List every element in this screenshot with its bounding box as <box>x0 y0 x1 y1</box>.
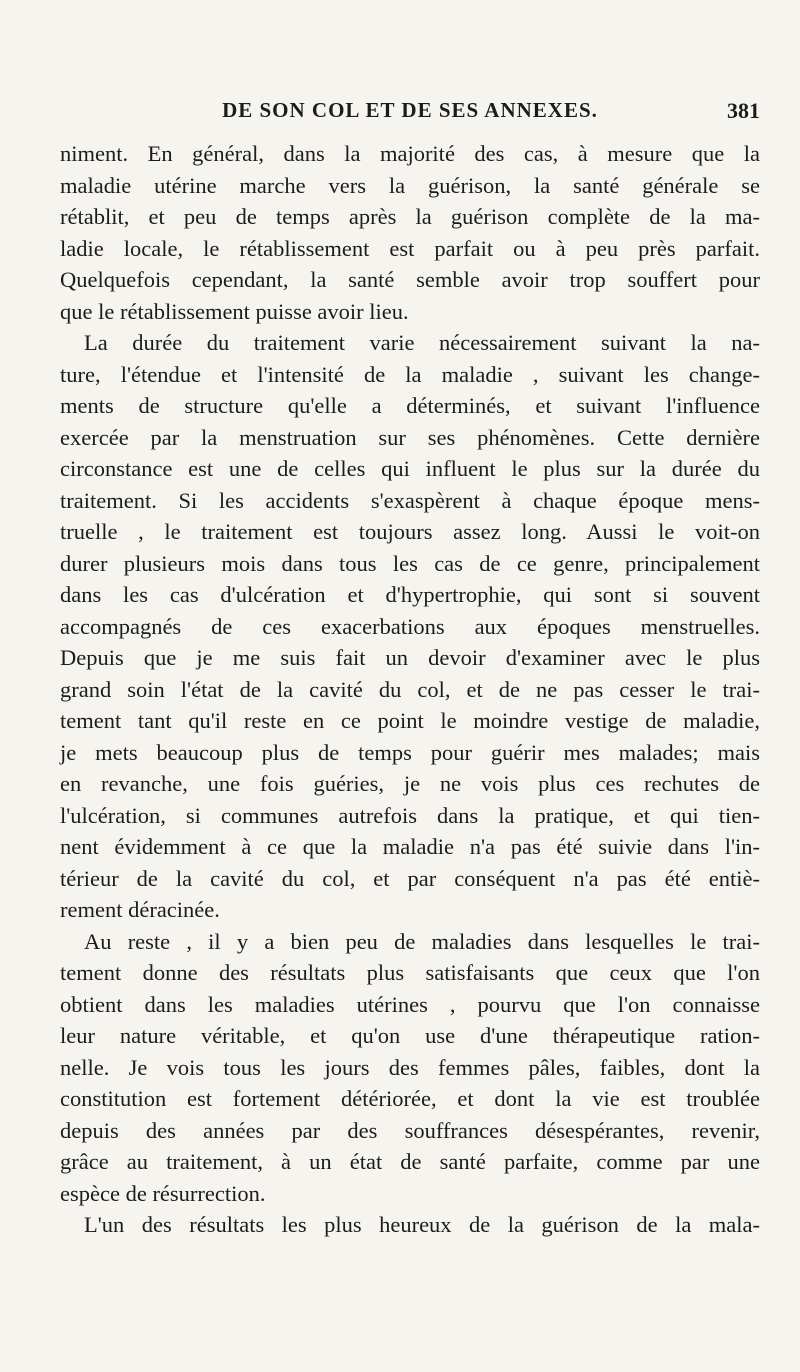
text-line: que le rétablissement puisse avoir lieu. <box>60 298 409 324</box>
text-line: je mets beaucoup plus de temps pour guérir mes malades; mais <box>60 739 760 765</box>
text-line: ladie locale, le rétablissement est parfait ou à peu près parfait. <box>60 235 760 261</box>
text-line: traitement. Si les accidents s'exaspèrent à chaque époque mens- <box>60 487 760 513</box>
text-line: Au reste , il y a bien peu de maladies dans lesquelles le trai- <box>84 928 760 954</box>
text-line: espèce de résurrection. <box>60 1180 266 1206</box>
text-line: l'ulcération, si communes autrefois dans la pratique, et qui tien- <box>60 802 760 828</box>
text-line: L'un des résultats les plus heureux de la guérison de la mala- <box>84 1212 760 1237</box>
text-line: térieur de la cavité du col, et par conséquent n'a pas été entiè- <box>60 865 760 891</box>
text-line: rétablit, et peu de temps après la guérison complète de la ma- <box>60 204 760 229</box>
text-line: depuis des années par des souffrances désespérantes, revenir, <box>60 1117 760 1143</box>
text-line: obtient dans les maladies utérines , pourvu que l'on connaisse <box>60 991 760 1017</box>
body-text <box>60 138 760 1241</box>
text-line: Depuis que je me suis fait un devoir d'examiner avec le plus <box>60 645 760 670</box>
text-line: en revanche, une fois guéries, je ne vois plus ces rechutes de <box>60 771 760 796</box>
page-header <box>60 94 760 128</box>
text-line: grâce au traitement, à un état de santé parfaite, comme par une <box>60 1149 760 1174</box>
text-line: accompagnés de ces exacerbations aux époques menstruelles. <box>60 613 760 639</box>
page-number: 381 <box>727 98 760 123</box>
text-line: dans les cas d'ulcération et d'hypertrophie, qui sont si souvent <box>60 582 760 607</box>
running-title: DE SON COL ET DE SES ANNEXES. <box>222 98 598 122</box>
text-line: circonstance est une de celles qui influent le plus sur la durée du <box>60 456 760 481</box>
text-line: ture, l'étendue et l'intensité de la maladie , suivant les change- <box>60 361 760 387</box>
text-line: nelle. Je vois tous les jours des femmes pâles, faibles, dont la <box>60 1054 760 1080</box>
text-line: nent évidemment à ce que la maladie n'a pas été suivie dans l'in- <box>60 834 760 859</box>
text-line: exercée par la menstruation sur ses phénomènes. Cette dernière <box>60 424 760 450</box>
text-line: Quelquefois cependant, la santé semble avoir trop souffert pour <box>60 267 760 292</box>
text-line: rement déracinée. <box>60 897 220 922</box>
text-line: leur nature véritable, et qu'on use d'une thérapeutique ration- <box>60 1023 760 1048</box>
text-line: maladie utérine marche vers la guérison, la santé générale se <box>60 172 760 198</box>
text-line: La durée du traitement varie nécessairement suivant la na- <box>84 330 760 355</box>
text-line: ments de structure qu'elle a déterminés, et suivant l'influence <box>60 393 760 418</box>
text-line: tement donne des résultats plus satisfaisants que ceux que l'on <box>60 960 760 985</box>
text-line: constitution est fortement détériorée, et dont la vie est troublée <box>60 1086 760 1111</box>
text-line: niment. En général, dans la majorité des cas, à mesure que la <box>60 141 760 166</box>
text-line: grand soin l'état de la cavité du col, et de ne pas cesser le trai- <box>60 676 760 702</box>
text-line: truelle , le traitement est toujours assez long. Aussi le voit-on <box>60 519 760 544</box>
text-line: durer plusieurs mois dans tous les cas de ce genre, principalement <box>60 550 760 576</box>
text-line: tement tant qu'il reste en ce point le moindre vestige de maladie, <box>60 708 760 733</box>
